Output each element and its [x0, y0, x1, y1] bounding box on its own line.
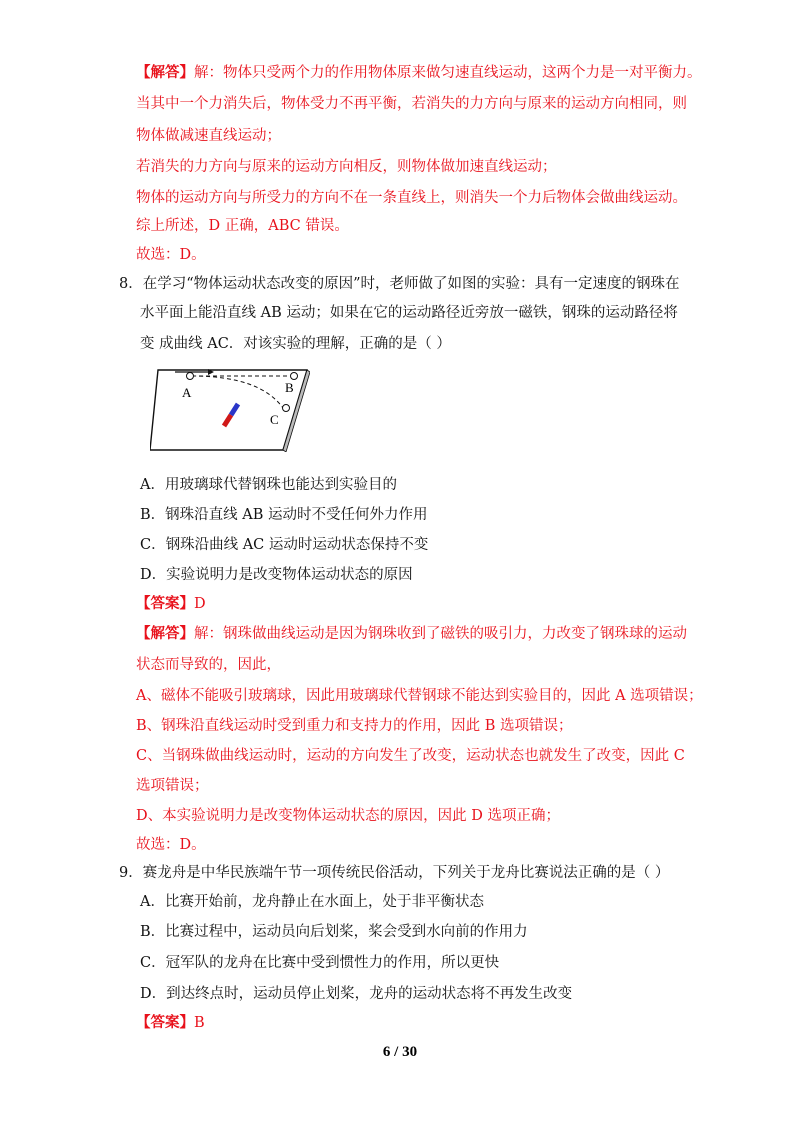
prev-solution-line-6: 综上所述，D 正确，ABC 错误。: [136, 218, 349, 234]
prev-solution-line-5: 物体的运动方向与所受力的方向不在一条直线上，则消失一个力后物体会做曲线运动。: [136, 190, 687, 206]
q8-stem-line-3: 变 成曲线 AC．对该实验的理解，正确的是（ ）: [140, 336, 451, 352]
q9-answer: [136, 1013, 205, 1033]
answer-value: D: [194, 596, 206, 612]
solution-tag: 【解答】: [136, 64, 194, 81]
total-pages: 30: [402, 1044, 418, 1060]
solution-tag: 【解答】: [136, 625, 194, 642]
q8-solution-line-6: 选项错误；: [136, 778, 209, 794]
q8-option-d: D．实验说明力是改变物体运动状态的原因: [140, 567, 413, 583]
prev-solution-line-4: 若消失的力方向与原来的运动方向相反，则物体做加速直线运动；: [136, 159, 557, 175]
q8-option-b: B．钢珠沿直线 AB 运动时不受任何外力作用: [140, 507, 428, 523]
q8-answer: [136, 594, 206, 614]
q9-option-c: C．冠军队的龙舟在比赛中受到惯性力的作用，所以更快: [140, 955, 500, 971]
label-a: A: [182, 385, 192, 400]
q9-option-b: B．比赛过程中，运动员向后划桨，桨会受到水向前的作用力: [140, 924, 528, 940]
q9-stem: 9．赛龙舟是中华民族端午节一项传统民俗活动，下列关于龙舟比赛说法正确的是（ ）: [119, 865, 670, 881]
q9-option-a: A．比赛开始前，龙舟静止在水面上，处于非平衡状态: [140, 894, 484, 910]
page-separator: /: [390, 1044, 403, 1060]
label-c: C: [270, 412, 279, 427]
q8-solution-line-4: B、钢珠沿直线运动时受到重力和支持力的作用，因此 B 选项错误；: [136, 718, 573, 734]
q9-option-d: D．到达终点时，运动员停止划桨，龙舟的运动状态将不再发生改变: [140, 986, 573, 1002]
q8-solution-line-1: 【解答】解：钢珠做曲线运动是因为钢珠收到了磁铁的吸引力，力改变了钢珠球的运动: [136, 625, 687, 642]
prev-solution-line-3: 物体做减速直线运动；: [136, 128, 281, 144]
q8-solution-line-5: C、当钢珠做曲线运动时，运动的方向发生了改变，运动状态也就发生了改变，因此 C: [136, 748, 685, 764]
page-number: [0, 1044, 800, 1061]
q8-option-c: C．钢珠沿曲线 AC 运动时运动状态保持不变: [140, 537, 429, 553]
ball-c: [283, 405, 290, 412]
q8-solution-line-7: D、本实验说明力是改变物体运动状态的原因，因此 D 选项正确；: [136, 808, 560, 824]
prev-solution-line-2: 当其中一个力消失后，物体受力不再平衡，若消失的力方向与原来的运动方向相同，则: [136, 96, 687, 112]
ball-start: [187, 373, 194, 380]
q8-stem-line-2: 水平面上能沿直线 AB 运动；如果在它的运动路径近旁放一磁铁，钢珠的运动路径将: [140, 305, 678, 321]
prev-solution-line-7: 故选：D。: [136, 247, 206, 263]
experiment-figure: [150, 362, 310, 452]
current-page: 6: [382, 1044, 391, 1060]
q8-solution-line-3: A、磁体不能吸引玻璃球，因此用玻璃球代替钢球不能达到实验目的，因此 A 选项错误；: [136, 688, 703, 704]
q8-solution-line-8: 故选：D。: [136, 837, 206, 853]
ball-b: [291, 373, 298, 380]
label-b: B: [285, 380, 294, 395]
q8-solution-line-2: 状态而导致的，因此，: [136, 657, 281, 673]
q8-stem-line-1: 8．在学习“物体运动状态改变的原因”时，老师做了如图的实验：具有一定速度的钢珠在: [119, 276, 680, 292]
answer-tag: 【答案】: [136, 595, 194, 612]
q8-option-a: A．用玻璃球代替钢珠也能达到实验目的: [140, 477, 397, 493]
answer-value: B: [194, 1015, 205, 1031]
answer-tag: 【答案】: [136, 1014, 194, 1031]
prev-solution-line-1: 【解答】解：物体只受两个力的作用物体原来做匀速直线运动，这两个力是一对平衡力。: [136, 64, 702, 81]
